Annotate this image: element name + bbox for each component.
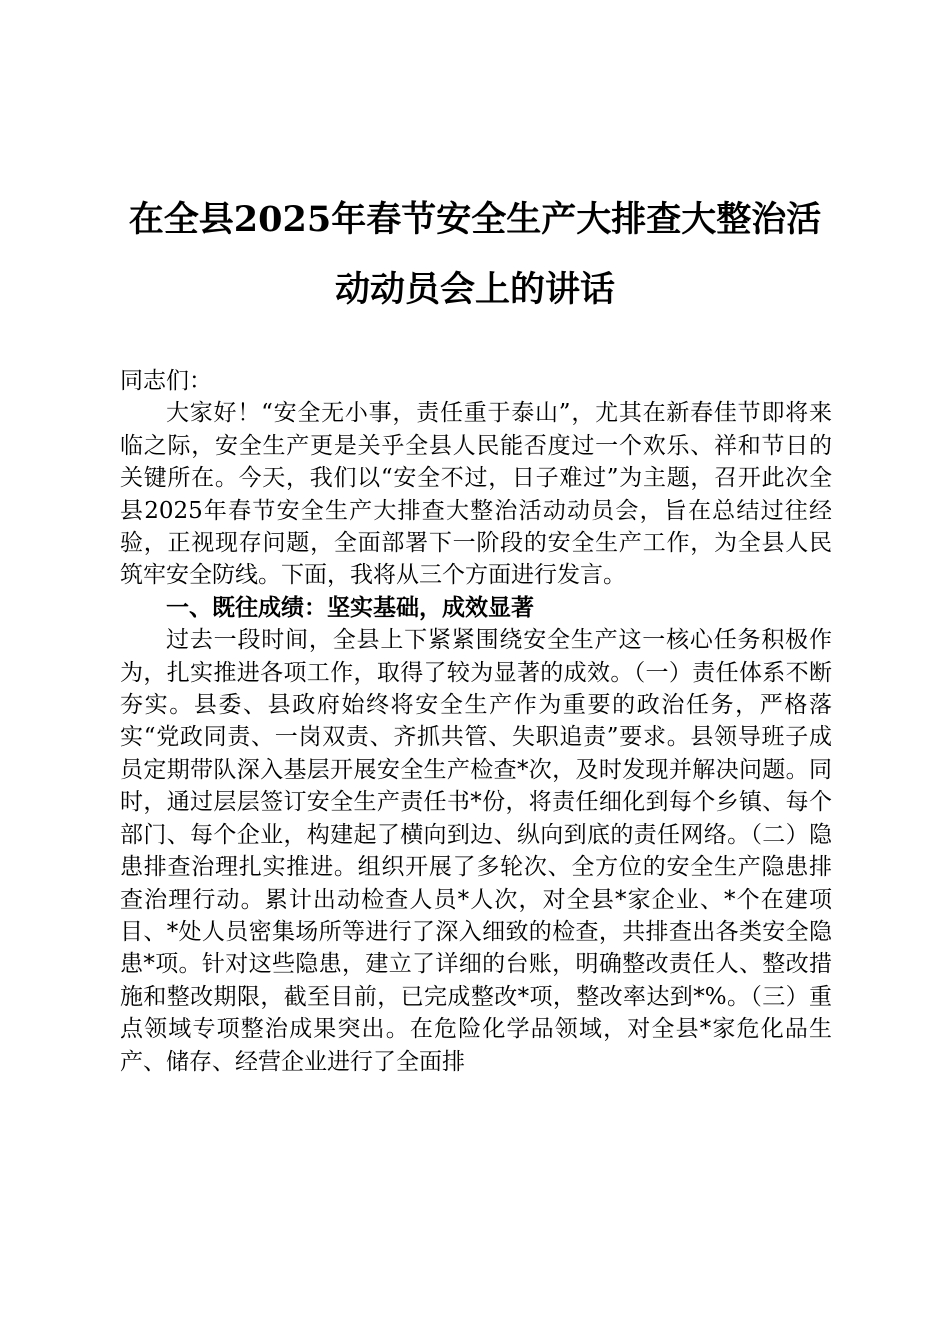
salutation: 同志们： — [120, 368, 212, 394]
section-1-paragraph: 过去一段时间，全县上下紧紧围绕安全生产这一核心任务积极作为，扎实推进各项工作，取得了较为显著的成效。（一）责任体系不断夯实。县委、县政府始终将安全生产作为重要的政治任务，严格落实“党政同责、一岗双责、齐抓共管、失职追责”要求。县领导班子成员定期带队深入基层开展安全生产检查*次，及时发现并解决问题。同时，通过层层签订安全生产责任书*份，将责任细化到每个乡镇、每个部门、每个企业，构建起了横向到边、纵向到底的责任网络。（二）隐患排查治理扎实推进。组织开展了多轮次、全方位的安全生产隐患排查治理行动。累计出动检查人员*人次，对全县*家企业、*个在建项目、*处人员密集场所等进行了深入细致的检查，共排查出各类安全隐患*项。针对这些隐患，建立了详细的台账，明确整改责任人、整改措施和整改期限，截至目前，已完成整改*项，整改率达到*%。（三）重点领域专项整治成果突出。在危险化学品领域，对全县*家危化品生产、储存、经营企业进行了全面排 — [120, 627, 832, 1075]
document-body — [120, 365, 832, 1078]
document-title-line-1: 在全县2025年春节安全生产大排查大整治活 — [128, 199, 822, 240]
section-heading-1: 一、既往成绩：坚实基础，成效显著 — [166, 594, 534, 621]
document-title-line-2: 动动员会上的讲话 — [334, 269, 615, 310]
opening-paragraph: 大家好！“安全无小事，责任重于泰山”，尤其在新春佳节即将来临之际，安全生产更是关乎全县人民能否度过一个欢乐、祥和节日的关键所在。今天，我们以“安全不过，日子难过”为主题，召开此次全县2025年春节安全生产大排查大整治活动动员会，旨在总结过往经验，正视现存问题，全面部署下一阶段的安全生产工作，为全县人民筑牢安全防线。下面，我将从三个方面进行发言。 — [120, 400, 832, 589]
